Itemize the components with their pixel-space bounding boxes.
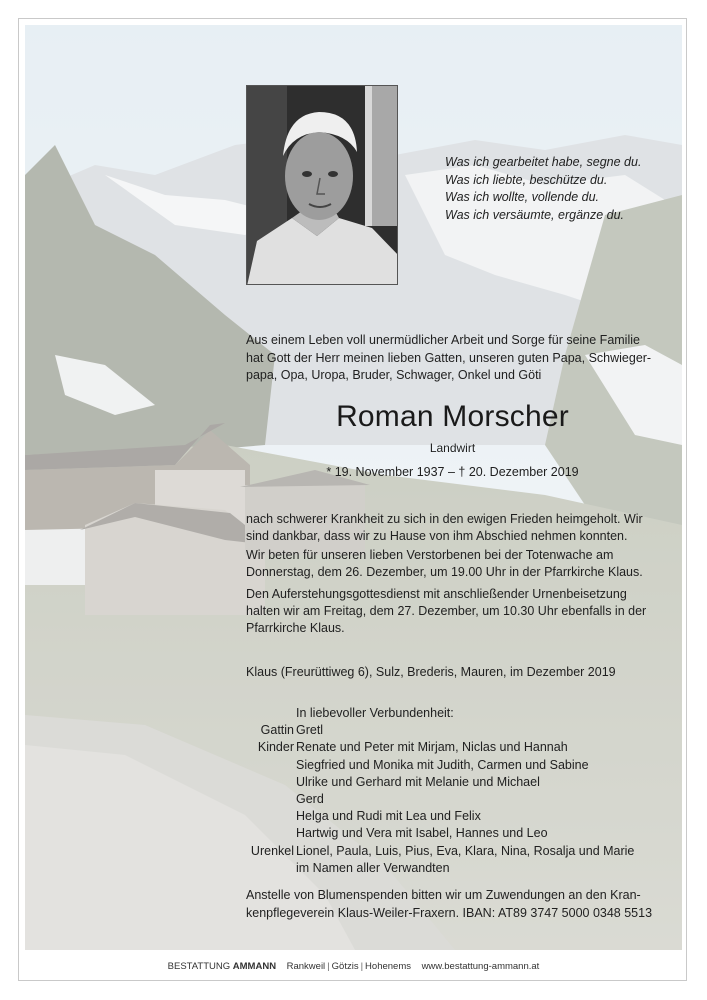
paragraph-line: sind dankbar, dass wir zu Hause von ihm Abschied nehmen konnten. [246,529,628,543]
paragraph-line: nach schwerer Krankheit zu sich in den ewigen Frieden heimgeholt. Wir [246,512,643,526]
family-row [220,739,634,756]
family-members: Gretl [296,723,324,738]
place-and-date: Klaus (Freurüttiweg 6), Sulz, Brederis, Mauren, im Dezember 2019 [246,665,616,679]
family-row [220,808,634,825]
donation-line: kenpflegeverein Klaus-Weiler-Fraxern. IBAN: AT89 3747 5000 0348 5513 [246,905,653,920]
family-members: Ulrike und Gerhard mit Melanie und Michael [296,774,540,789]
family-row [220,774,634,791]
footer-location: Rankweil [286,961,326,972]
family-row [220,722,634,739]
intro-text [246,332,659,385]
donation-note [246,887,659,922]
deceased-occupation: Landwirt [429,441,476,455]
poem-line: Was ich gearbeitet habe, segne du. [445,155,642,169]
family-relation [220,860,296,877]
paragraph-line: Wir beten für unseren lieben Verstorbenen bei der Totenwache am [246,548,614,562]
family-members: Helga und Rudi mit Lea und Felix [296,809,481,824]
family-row [220,860,634,877]
paragraph-line: halten wir am Freitag, dem 27. Dezember, um 10.30 Uhr ebenfalls in der [246,604,647,618]
paragraph-line: Den Auferstehungsgottesdienst mit anschließender Urnenbeisetzung [246,587,627,601]
poem-line: Was ich wollte, vollende du. [445,190,600,204]
family-relation: Urenkel [250,843,294,858]
family-members: im Namen aller Verwandten [296,860,450,875]
paragraph-wake [246,547,659,581]
family-relation: Kinder [257,740,294,755]
family-list [220,705,634,877]
family-row [220,825,634,842]
paragraph-service [246,586,659,637]
donation-line: Anstelle von Blumenspenden bitten wir um Zuwendungen an den Kran- [246,888,641,902]
family-relation [220,757,296,774]
family-row [220,791,634,808]
paragraph-passing [246,511,659,545]
footer-location: Götzis [331,961,359,972]
poem-line: Was ich liebte, beschütze du. [445,172,608,187]
family-relation: Gattin [260,723,294,738]
family-members: Lionel, Paula, Luis, Pius, Eva, Klara, Nina, Rosalja und Marie [296,843,635,858]
family-row [220,843,634,860]
family-relation [220,791,296,808]
paragraph-line: Donnerstag, dem 26. Dezember, um 19.00 Uhr in der Pfarrkirche Klaus. [246,565,643,579]
funeral-home-footer: BESTATTUNG AMMANN Rankweil | Götzis | Hohenems www.bestattung-ammann.at [167,961,540,972]
portrait-photo [246,85,398,285]
footer-website-link[interactable]: www.bestattung-ammann.at [421,961,540,972]
memorial-poem [445,154,641,224]
family-members: Renate und Peter mit Mirjam, Niclas und Hannah [296,740,568,755]
family-relation [220,808,296,825]
family-heading: In liebevoller Verbundenheit: [296,706,454,720]
intro-line: Aus einem Leben voll unermüdlicher Arbeit und Sorge für seine Familie [246,333,640,347]
footer-location: Hohenems [365,961,411,972]
life-dates: * 19. November 1937 – † 20. Dezember 2019 [326,465,579,479]
intro-line: hat Gott der Herr meinen lieben Gatten, unseren guten Papa, Schwieger- [246,350,652,365]
family-members: Gerd [296,792,324,807]
footer-brand-name: AMMANN [232,961,277,972]
family-relation [220,774,296,791]
footer-brand-prefix: BESTATTUNG [167,961,231,972]
family-members: Siegfried und Monika mit Judith, Carmen und Sabine [296,757,589,772]
paragraph-line: Pfarrkirche Klaus. [246,621,345,635]
family-members: Hartwig und Vera mit Isabel, Hannes und Leo [296,826,548,841]
poem-line: Was ich versäumte, ergänze du. [445,207,625,222]
family-relation [220,825,296,842]
family-row [220,757,634,774]
deceased-name: Roman Morscher [336,400,569,433]
intro-line: papa, Opa, Uropa, Bruder, Schwager, Onkel und Göti [246,368,542,382]
